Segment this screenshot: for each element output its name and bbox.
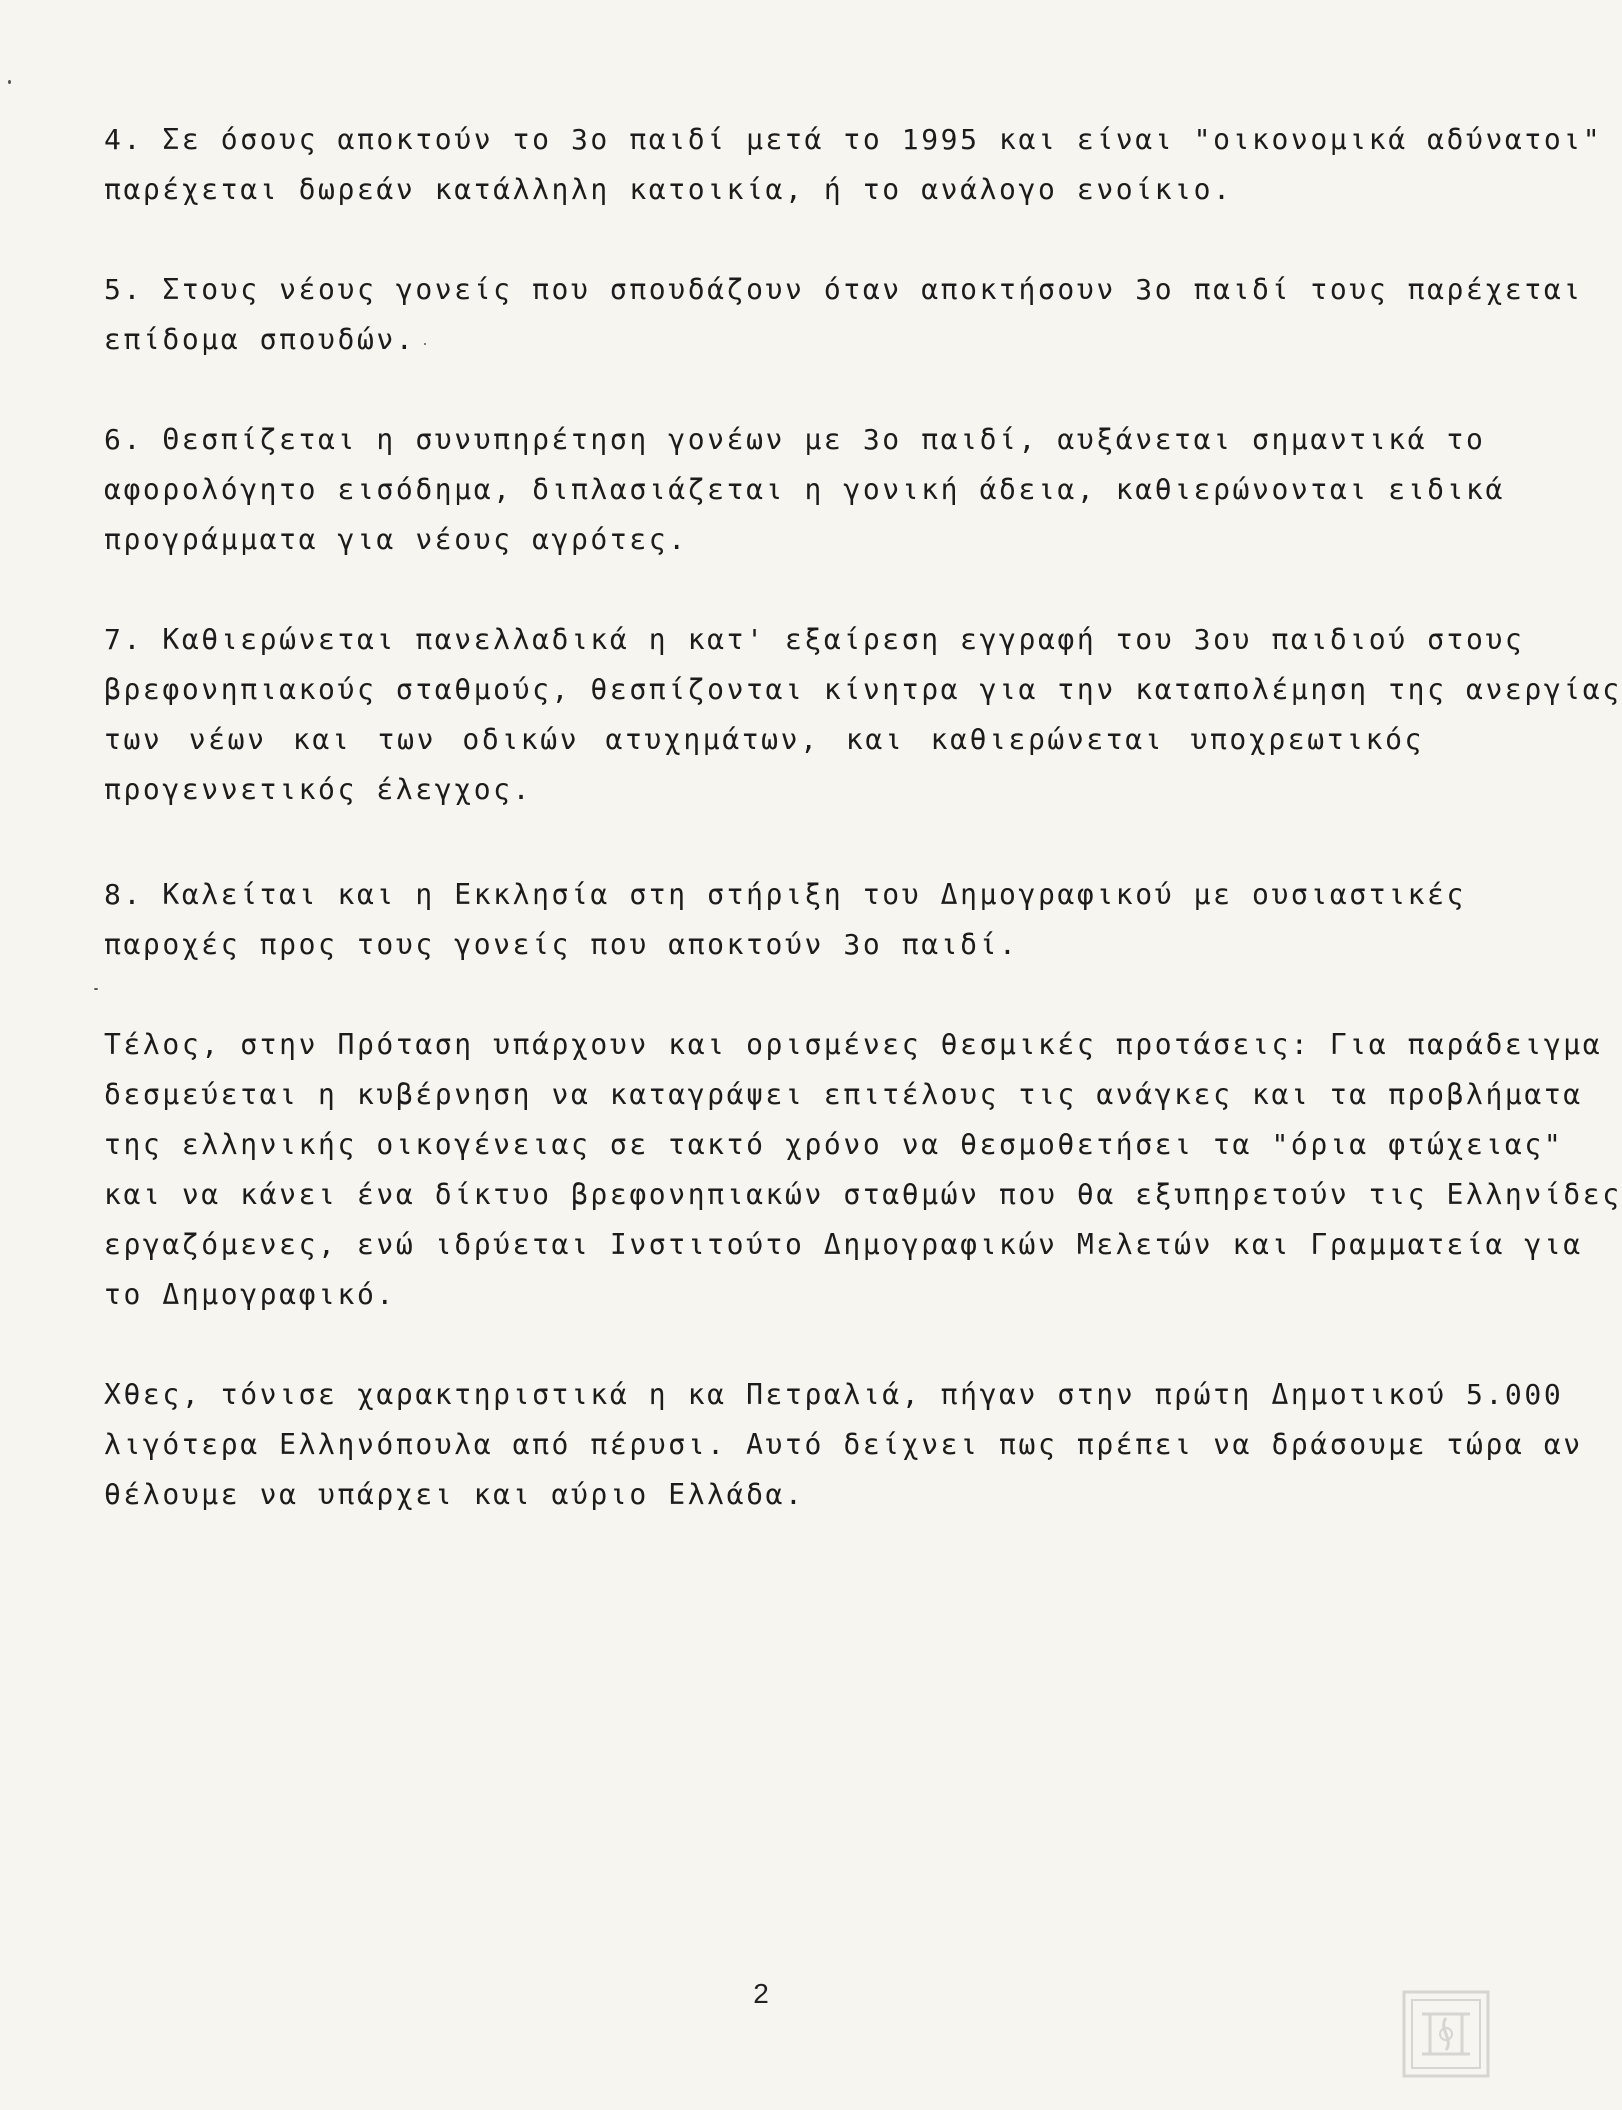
- page-number: 2: [753, 1978, 769, 2009]
- paragraph-closing: [104, 1020, 1622, 1320]
- text-line: εργαζόμενες, ενώ ιδρύεται Ινστιτούτο Δημογραφικών Μελετών και Γραμματεία για: [104, 1228, 1583, 1261]
- paragraph-item-4: [104, 115, 1603, 215]
- archive-seal-icon: [1400, 1988, 1492, 2080]
- text-line: των νέων και των οδικών ατυχημάτων, και καθιερώνεται υποχρεωτικός: [104, 723, 1424, 756]
- text-line: βρεφονηπιακούς σταθμούς, θεσπίζονται κίνητρα για την καταπολέμηση της ανεργίας: [104, 673, 1622, 706]
- text-line: 5. Στους νέους γονείς που σπουδάζουν όταν αποκτήσουν 3ο παιδί τους παρέχεται: [104, 273, 1583, 306]
- paragraph-final: [104, 1370, 1583, 1520]
- text-line: προγράμματα για νέους αγρότες.: [104, 523, 688, 556]
- scan-speck: [8, 80, 11, 84]
- text-line: 4. Σε όσους αποκτούν το 3ο παιδί μετά το 1995 και είναι "οικονομικά αδύνατοι": [104, 123, 1603, 156]
- text-line: το Δημογραφικό.: [104, 1278, 396, 1311]
- text-line: δεσμεύεται η κυβέρνηση να καταγράψει επιτέλους τις ανάγκες και τα προβλήματα: [104, 1078, 1583, 1111]
- text-line: της ελληνικής οικογένειας σε τακτό χρόνο να θεσμοθετήσει τα "όρια φτώχειας": [104, 1128, 1564, 1161]
- text-line: παροχές προς τους γονείς που αποκτούν 3ο παιδί.: [104, 928, 1019, 961]
- text-line: Χθες, τόνισε χαρακτηριστικά η κα Πετραλιά, πήγαν στην πρώτη Δημοτικού 5.000: [104, 1378, 1564, 1411]
- paragraph-item-7: [104, 615, 1622, 815]
- text-line: 7. Καθιερώνεται πανελλαδικά η κατ' εξαίρεση εγγραφή του 3ου παιδιού στους: [104, 623, 1525, 656]
- scan-speck: [424, 343, 426, 345]
- text-line: θέλουμε να υπάρχει και αύριο Ελλάδα.: [104, 1478, 805, 1511]
- text-line: αφορολόγητο εισόδημα, διπλασιάζεται η γονική άδεια, καθιερώνονται ειδικά: [104, 473, 1505, 506]
- paragraph-item-5: [104, 265, 1583, 365]
- text-line: και να κάνει ένα δίκτυο βρεφονηπιακών σταθμών που θα εξυπηρετούν τις Ελληνίδες: [104, 1178, 1622, 1211]
- text-line: προγεννετικός έλεγχος.: [104, 773, 533, 806]
- text-line: 8. Καλείται και η Εκκλησία στη στήριξη του Δημογραφικού με ουσιαστικές: [104, 878, 1467, 911]
- text-line: λιγότερα Ελληνόπουλα από πέρυσι. Αυτό δείχνει πως πρέπει να δράσουμε τώρα αν: [104, 1428, 1583, 1461]
- text-line: παρέχεται δωρεάν κατάλληλη κατοικία, ή το ανάλογο ενοίκιο.: [104, 173, 1233, 206]
- paragraph-item-8: [104, 870, 1467, 970]
- paragraph-item-6: [104, 415, 1505, 565]
- text-line: Τέλος, στην Πρόταση υπάρχουν και ορισμένες θεσμικές προτάσεις: Για παράδειγμα: [104, 1028, 1603, 1061]
- text-line: επίδομα σπουδών.: [104, 323, 416, 356]
- scan-speck: [94, 988, 98, 990]
- text-line: 6. Θεσπίζεται η συνυπηρέτηση γονέων με 3ο παιδί, αυξάνεται σημαντικά το: [104, 423, 1486, 456]
